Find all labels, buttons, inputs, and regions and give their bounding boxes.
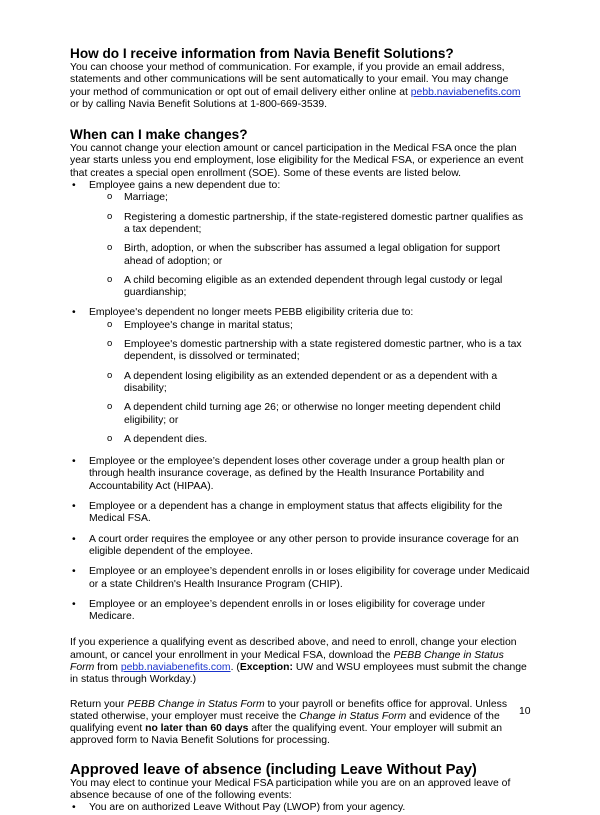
- page-number: 10: [519, 706, 531, 717]
- sub-list-item: o A dependent child turning age 26; or otherwise no longer meeting dependent child eligibility; or: [89, 402, 530, 427]
- text-run: UW and WSU employees must submit the change in status through Workday.): [70, 661, 527, 686]
- list-item: • You are on authorized Leave Without Pay (LWOP) from your agency.: [70, 802, 530, 814]
- paragraph-leave-intro: You may elect to continue your Medical FSA participation while you are on an approved leave of absence because of one of the following events:: [70, 777, 511, 802]
- sub-list-item: o A dependent losing eligibility as an extended dependent or as a dependent with a disability;: [89, 371, 530, 396]
- section-heading-receive-info: How do I receive information from Navia Benefit Solutions?: [70, 46, 454, 61]
- list-item-text: Employee's dependent no longer meets PEBB eligibility criteria due to:: [89, 307, 414, 319]
- paragraph-qualifying-event: [70, 637, 530, 686]
- paragraph-communication: [70, 62, 530, 111]
- sub-list: [89, 320, 530, 446]
- text-run: or by calling Navia Benefit Solutions at 1-800-669-3539.: [70, 98, 328, 110]
- paragraph-changes-intro: You cannot change your election amount or cancel participation in the Medical FSA once the plan year starts unless you end employment, lose eligibility for the Medical FSA, or experience an event that creates a special open enrollment (SOE). Some of these events are listed below.: [70, 143, 524, 179]
- sub-list-item: o A dependent dies.: [89, 434, 530, 446]
- event-list: [70, 180, 530, 623]
- list-item: • Employee or a dependent has a change in employment status that affects eligibility for the Medical FSA.: [70, 501, 530, 526]
- exception-label: Exception:: [239, 661, 293, 673]
- text-run: from: [94, 661, 121, 673]
- sub-list-item: o Registering a domestic partnership, if the state-registered domestic partner qualifies as a tax dependent;: [89, 212, 530, 237]
- section-heading-make-changes: When can I make changes?: [70, 127, 248, 143]
- navia-link[interactable]: pebb.naviabenefits.com: [410, 86, 521, 98]
- sub-list-item: o Birth, adoption, or when the subscriber has assumed a legal obligation for support ahead of adoption; or: [89, 243, 530, 268]
- list-item-text: Employee gains a new dependent due to:: [89, 180, 281, 192]
- text-run: You can choose your method of communication. For example, if you provide an email address, statements and other communications will be sent automatically to your email. You may change your method of communication or opt out of email delivery either online at: [70, 62, 509, 98]
- list-item: • Employee or an employee’s dependent enrolls in or loses eligibility for coverage under Medicare.: [70, 599, 530, 624]
- text-run: to your payroll or benefits office for approval. Unless stated otherwise, your employer must receive the: [70, 698, 508, 722]
- text-run: . (: [230, 661, 240, 673]
- deadline-text: no later than 60 days: [145, 723, 249, 735]
- sub-list-item: o Employee's domestic partnership with a state registered domestic partner, who is a tax dependent, is dissolved or terminated;: [89, 339, 530, 364]
- leave-list: [70, 802, 530, 814]
- navia-link[interactable]: pebb.naviabenefits.com: [120, 661, 231, 673]
- list-item: • A court order requires the employee or any other person to provide insurance coverage for an eligible dependent of the employee.: [70, 534, 530, 559]
- sub-list: [89, 192, 530, 299]
- sub-list-item: o Employee's change in marital status;: [89, 320, 530, 332]
- list-item: [70, 180, 530, 299]
- list-item: • Employee or an employee’s dependent enrolls in or loses eligibility for coverage under Medicaid or a state Children's Health Insurance Program (CHIP).: [70, 566, 530, 591]
- sub-list-item: o Marriage;: [89, 192, 530, 204]
- text-run: after the qualifying event. Your employer will submit an approved form to Navia Benefit Solutions for processing.: [70, 723, 503, 747]
- list-item: • Employee or the employee’s dependent loses other coverage under a group health plan or through health insurance coverage, as defined by the Health Insurance Portability and Accountability Act (HIPAA).: [70, 456, 530, 493]
- section-heading-leave: Approved leave of absence (including Leave Without Pay): [70, 761, 477, 778]
- text-run: Return your: [70, 698, 128, 710]
- paragraph-return-form: [70, 699, 530, 748]
- sub-list-item: o A child becoming eligible as an extended dependent through legal custody or legal guardianship;: [89, 275, 530, 300]
- text-run: If you experience a qualifying event as described above, and need to enroll, change your election amount, or cancel your enrollment in your Medical FSA, download the: [70, 637, 517, 661]
- form-name: PEBB Change in Status Form: [127, 698, 265, 710]
- form-name: PEBB Change in Status Form: [70, 649, 504, 673]
- text-run: and evidence of the qualifying event: [70, 710, 500, 735]
- page-content: [70, 46, 530, 815]
- form-name: Change in Status Form: [299, 710, 407, 722]
- list-item: [70, 307, 530, 446]
